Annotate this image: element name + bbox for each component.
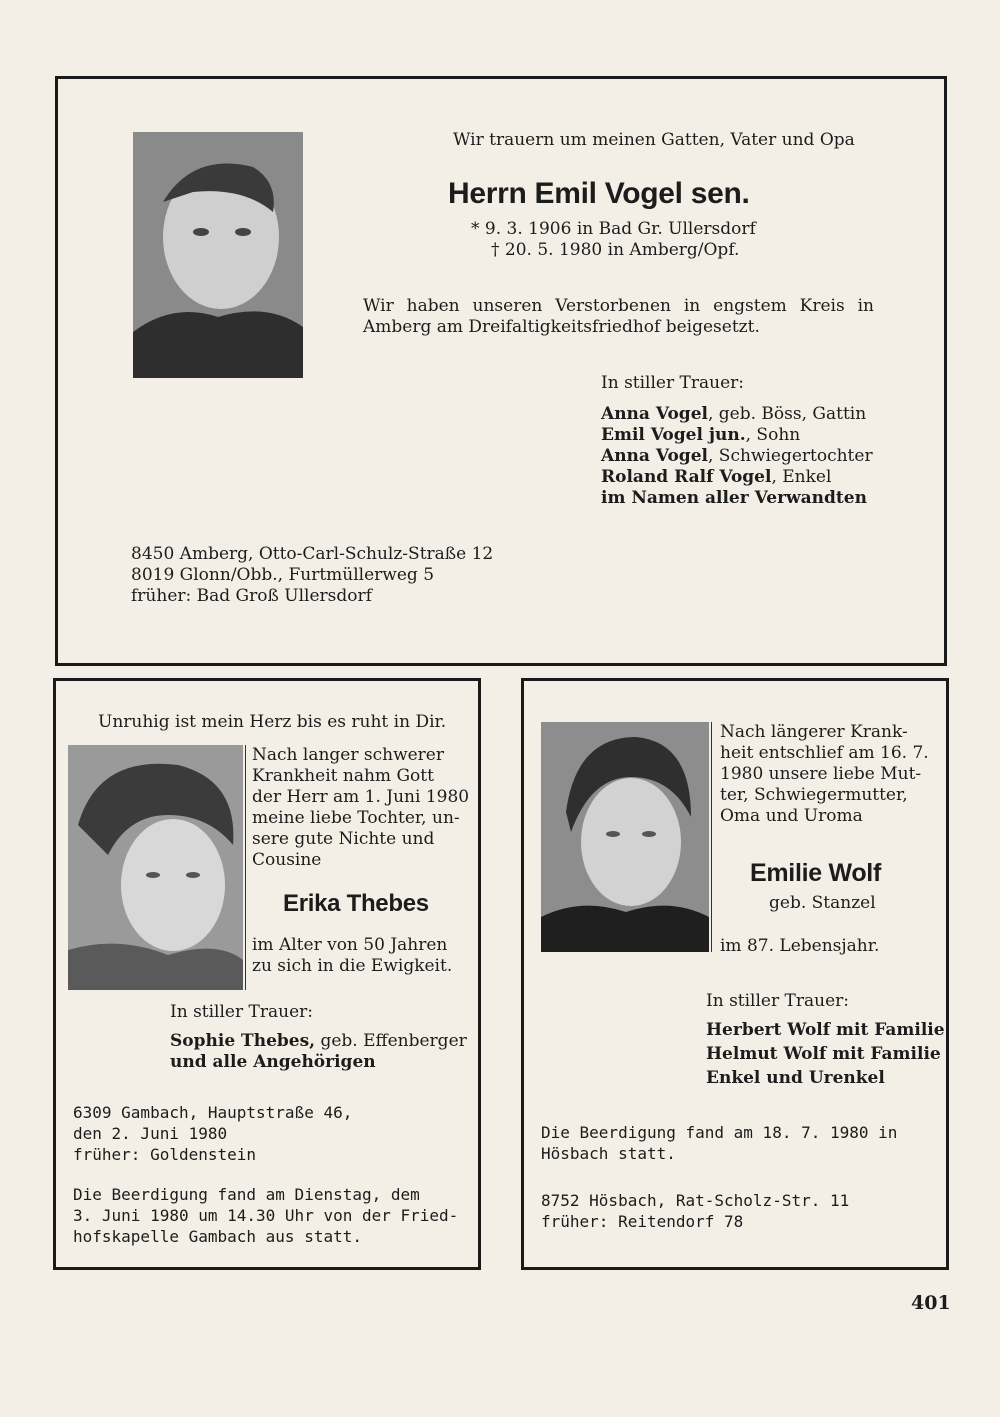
deceased-name: Emilie Wolf	[750, 859, 881, 887]
funeral-text	[541, 1122, 897, 1164]
mourner-line: Enkel und Urenkel	[706, 1068, 885, 1088]
mourner-line: Sophie Thebes, geb. Effenberger	[170, 1031, 467, 1051]
mourner-line: Anna Vogel, geb. Böss, Gattin	[601, 404, 867, 424]
text-line: zu sich in die Ewigkeit.	[252, 956, 453, 976]
portrait-photo-erika-thebes	[68, 745, 243, 990]
notice-erika-thebes	[53, 678, 481, 1270]
maiden-name: geb. Stanzel	[769, 893, 876, 913]
address-line: 8019 Glonn/Obb., Furtmüllerweg 5	[131, 565, 435, 585]
burial-text: Wir haben unseren Verstorbenen in engstem Kreis in Amberg am Dreifaltigkeitsfriedhof beigesetzt.	[363, 296, 874, 337]
text-line: sere gute Nichte und	[252, 829, 435, 849]
motto: Unruhig ist mein Herz bis es ruht in Dir.	[98, 712, 447, 732]
address-line: früher: Goldenstein	[73, 1145, 257, 1164]
mourner-line: Herbert Wolf mit Familie	[706, 1020, 945, 1040]
address-line: 8752 Hösbach, Rat-Scholz-Str. 11	[541, 1191, 850, 1210]
address-block	[541, 1190, 849, 1232]
mourner-line: und alle Angehörigen	[170, 1052, 376, 1072]
birth-date: * 9. 3. 1906 in Bad Gr. Ullersdorf	[471, 219, 756, 239]
text-line: heit entschlief am 16. 7.	[720, 743, 929, 763]
text-line: im Alter von 50 Jahren	[252, 935, 448, 955]
deceased-name: Erika Thebes	[283, 890, 429, 917]
text-line: Cousine	[252, 850, 322, 870]
text-line: Nach längerer Krank-	[720, 722, 908, 742]
text-line: Nach langer schwerer	[252, 745, 444, 765]
address-line: früher: Reitendorf 78	[541, 1212, 744, 1231]
death-date: † 20. 5. 1980 in Amberg/Opf.	[491, 240, 740, 260]
address-block	[131, 544, 493, 607]
mourner-line: Helmut Wolf mit Familie	[706, 1044, 941, 1064]
text-line: ter, Schwiegermutter,	[720, 785, 908, 805]
portrait-photo-emil-vogel	[133, 132, 303, 378]
mourning-label: In stiller Trauer:	[601, 373, 744, 393]
address-line: den 2. Juni 1980	[73, 1124, 228, 1143]
address-block	[73, 1102, 352, 1165]
funeral-text	[73, 1184, 458, 1247]
divider-line	[711, 722, 712, 952]
mourner-list	[601, 404, 873, 509]
text-line: 1980 unsere liebe Mut-	[720, 764, 922, 784]
page-number: 401	[911, 1292, 951, 1314]
text-line: Oma und Uroma	[720, 806, 863, 826]
mourner-list	[706, 1018, 945, 1090]
text-line: Hösbach statt.	[541, 1144, 676, 1163]
age-text	[252, 935, 452, 977]
announcement-text	[720, 722, 929, 827]
text-line: meine liebe Tochter, un-	[252, 808, 460, 828]
announcement-text	[252, 745, 469, 871]
mourning-label: In stiller Trauer:	[706, 991, 849, 1011]
age-text: im 87. Lebensjahr.	[720, 936, 880, 956]
address-line: 8450 Amberg, Otto-Carl-Schulz-Straße 12	[131, 544, 494, 564]
deceased-name: Herrn Emil Vogel sen.	[448, 177, 750, 210]
address-line: 6309 Gambach, Hauptstraße 46,	[73, 1103, 353, 1122]
notice-emil-vogel	[55, 76, 947, 666]
text-line: der Herr am 1. Juni 1980	[252, 787, 470, 807]
mourner-line: im Namen aller Verwandten	[601, 488, 867, 508]
mourning-label: In stiller Trauer:	[170, 1002, 313, 1022]
text-line: Die Beerdigung fand am 18. 7. 1980 in	[541, 1123, 898, 1142]
mourner-line: Anna Vogel, Schwiegertochter	[601, 446, 873, 466]
text-line: hofskapelle Gambach aus statt.	[73, 1227, 362, 1246]
address-line: früher: Bad Groß Ullersdorf	[131, 586, 372, 606]
mourner-line: Roland Ralf Vogel, Enkel	[601, 467, 832, 487]
text-line: 3. Juni 1980 um 14.30 Uhr von der Fried-	[73, 1206, 459, 1225]
portrait-photo-emilie-wolf	[541, 722, 709, 952]
mourner-line: Emil Vogel jun., Sohn	[601, 425, 801, 445]
text-line: Die Beerdigung fand am Dienstag, dem	[73, 1185, 420, 1204]
divider-line	[245, 745, 246, 990]
intro-line: Wir trauern um meinen Gatten, Vater und Opa	[453, 130, 855, 150]
notice-emilie-wolf	[521, 678, 949, 1270]
text-line: Krankheit nahm Gott	[252, 766, 434, 786]
